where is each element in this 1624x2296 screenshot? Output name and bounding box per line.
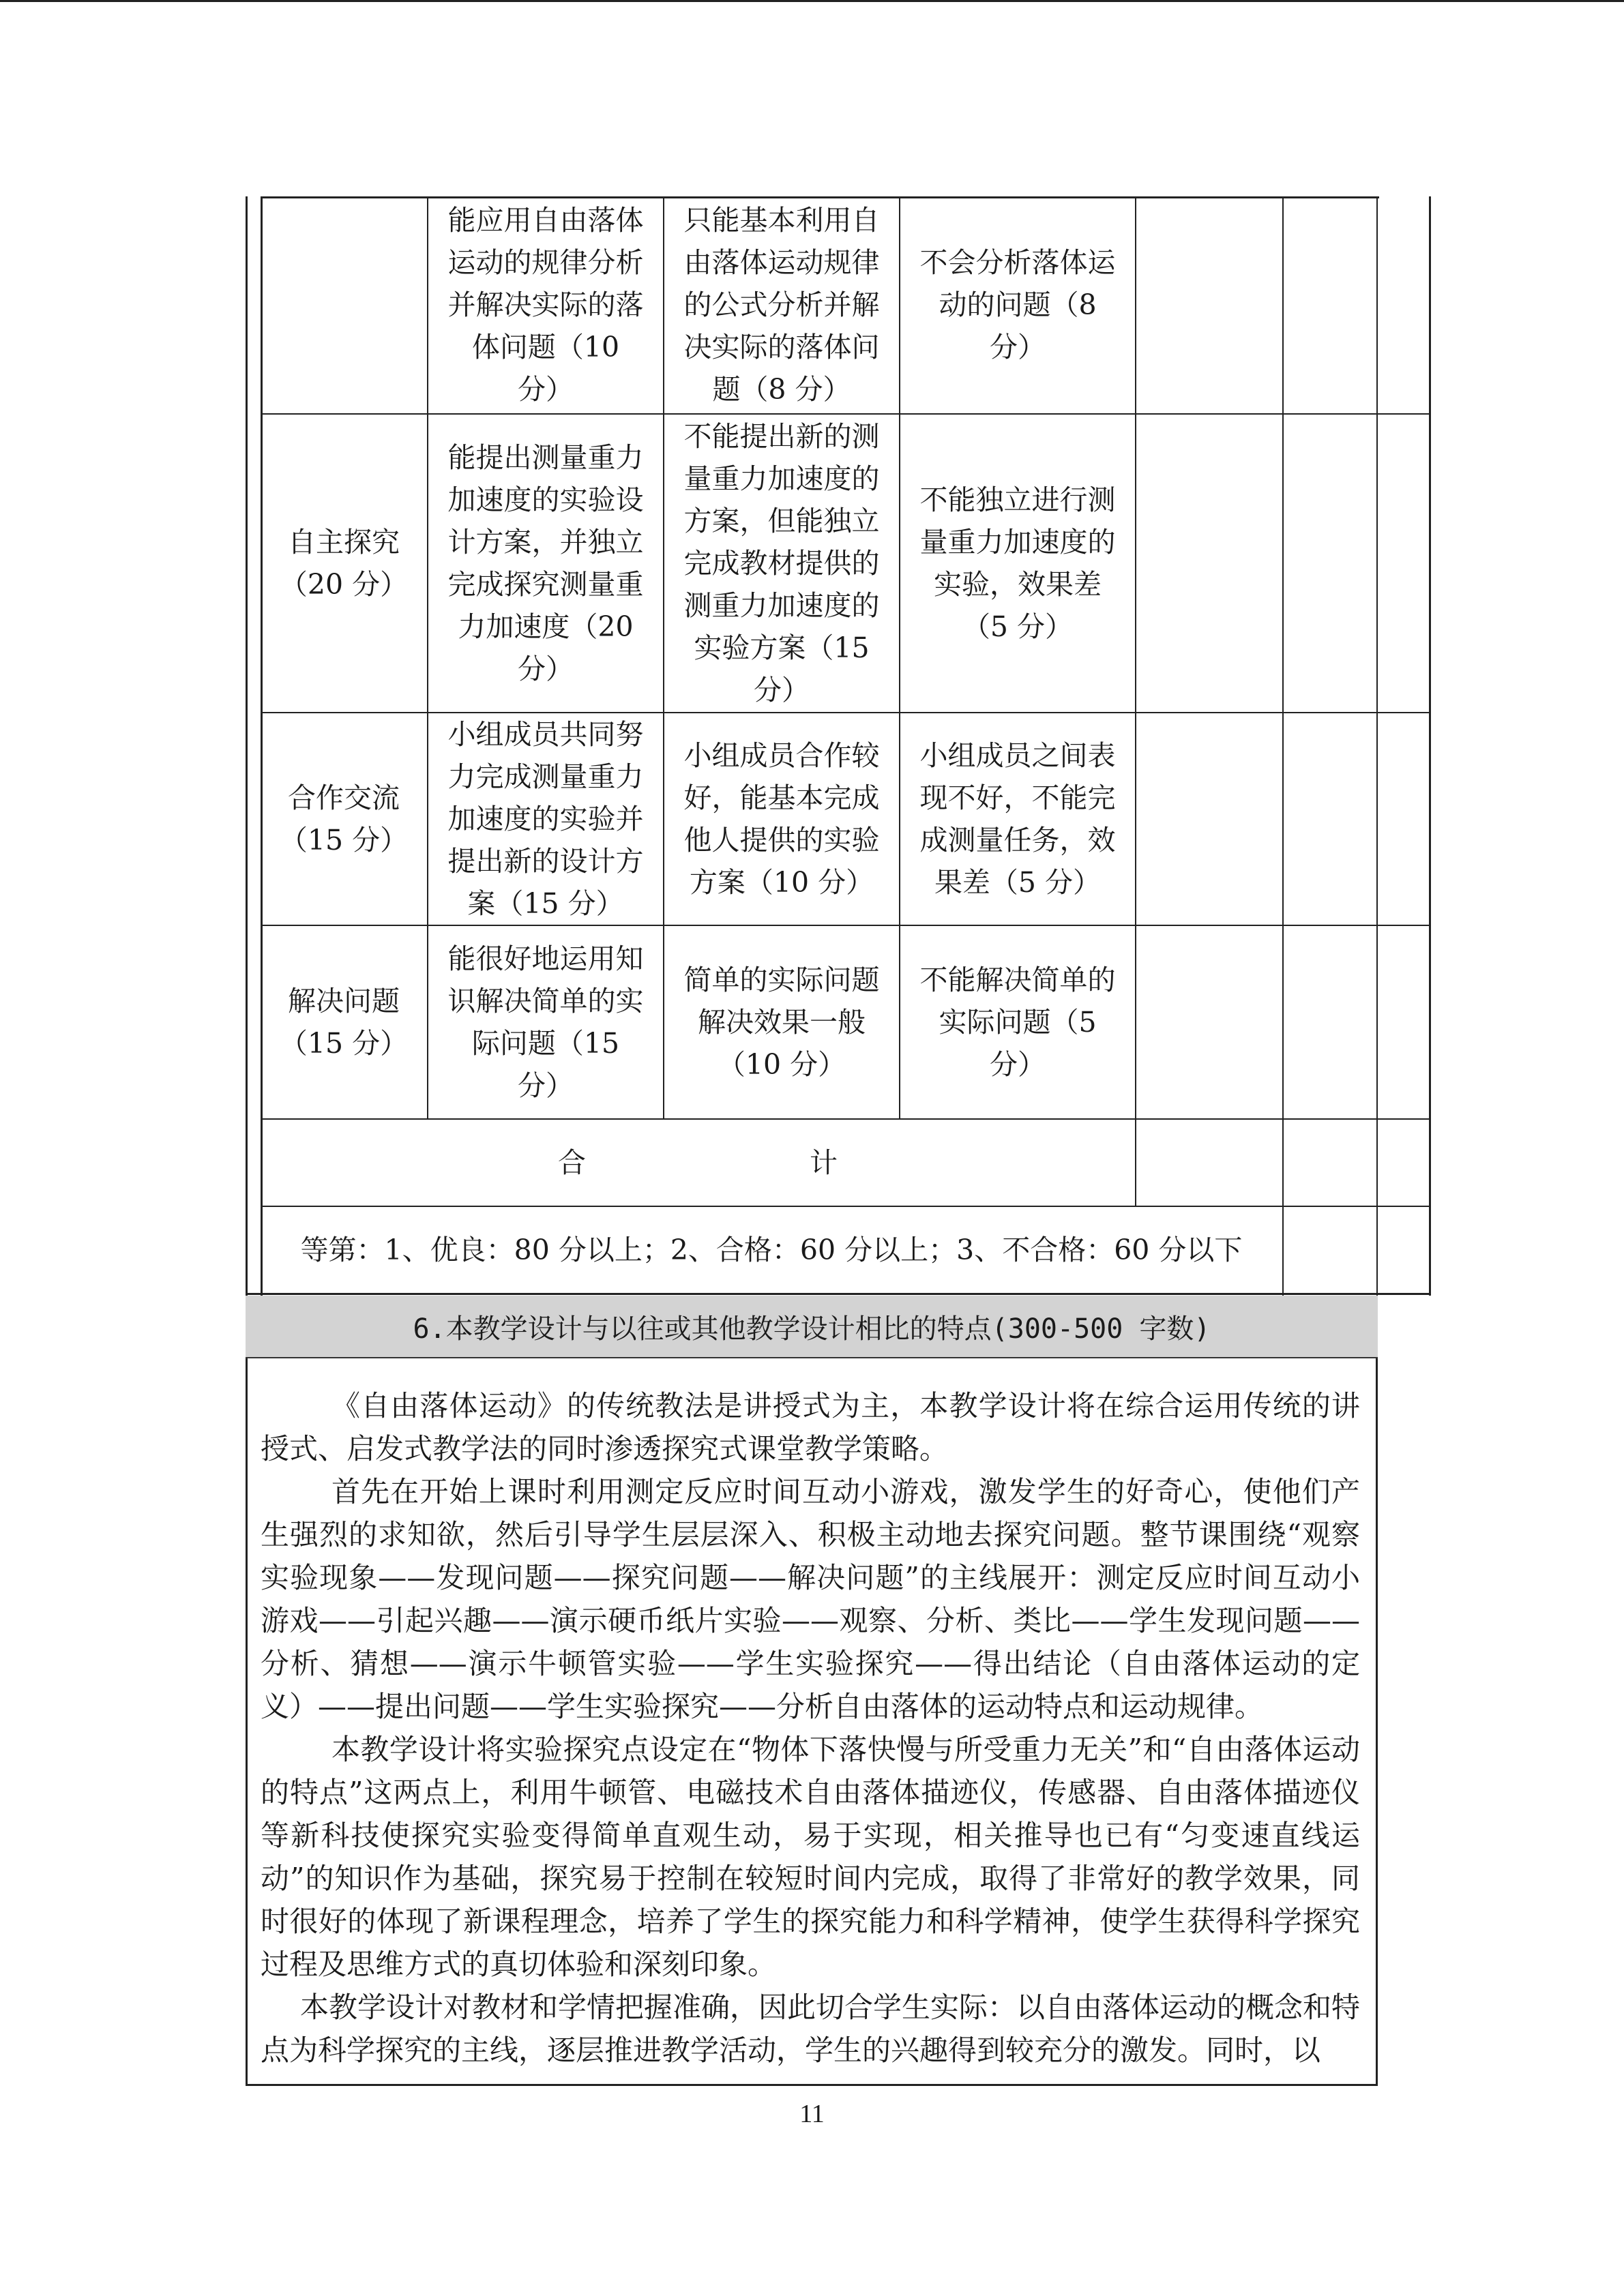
column-divider [1282,196,1284,1296]
excellent-criteria-cell: 小组成员共同努 力完成测量重力 加速度的实验并 提出新的设计方 案（15 分） [447,718,644,920]
category-cell [261,196,427,413]
section-body [261,1384,1360,2072]
paragraph: 本教学设计对教材和学情把握准确，因此切合学生实际：以自由落体运动的概念和特点为科学探究的主线，逐层推进教学活动，学生的兴趣得到较充分的激发。同时，以 [261,1991,1361,2067]
poor-criteria-cell: 小组成员之间表 现不好，不能完 成测量任务，效 果差（5 分） [919,739,1116,899]
excellent-criteria-cell: 能应用自由落体 运动的规律分析 并解决实际的落 体问题（10 分） [447,204,644,406]
section-border-bottom [246,2084,1378,2086]
poor-criteria-cell: 不能解决简单的 实际问题（5 分） [919,964,1116,1081]
evaluation-rubric-table [246,196,1431,1296]
excellent-criteria-cell: 能很好地运用知 识解决简单的实 际问题（15 分） [447,942,644,1102]
good-criteria-cell: 不能提出新的测 量重力加速度的 方案，但能独立 完成教材提供的 测重力加速度的 实验方案（15 分） [683,420,880,706]
table-border-right [1429,196,1431,1296]
column-divider [1376,196,1378,1296]
grade-note: 等第：1、优良：80 分以上；2、合格：60 分以上；3、不合格：60 分以下 [300,1234,1243,1266]
category-cell: 解决问题 （15 分） [279,985,409,1060]
excellent-criteria-cell: 能提出测量重力 加速度的实验设 计方案，并独立 完成探究测量重 力加速度（20 分） [447,441,644,685]
category-cell: 合作交流 （15 分） [279,781,409,856]
good-criteria-cell: 简单的实际问题 解决效果一般 （10 分） [683,964,880,1081]
poor-criteria-cell: 不会分析落体运 动的问题（8 分） [919,246,1116,363]
paragraph: 首先在开始上课时利用测定反应时间互动小游戏，激发学生的好奇心，使他们产生强烈的求知欲，然后引导学生层层深入、积极主动地去探究问题。整节课围绕“观察实验现象——发现问题——探究问题——解决问题”的主线展开：测定反应时间互动小游戏——引起兴趣——演示硬币纸片实验——观察、分析、类比——学生发现问题——分析、猜想——演示牛顿管实验——学生实验探究——得出结论（自由落体运动的定义）——提出问题——学生实验探究——分析自由落体的运动特点和运动规律。 [261,1475,1360,1723]
column-divider [1135,196,1136,1118]
category-cell: 自主探究 （20 分） [279,526,409,601]
section-border-left [246,1296,248,2086]
good-criteria-cell: 只能基本利用自 由落体运动规律 的公式分析并解 决实际的落体问 题（8 分） [683,204,880,406]
section-border-right [1376,1296,1378,2086]
table-border-bottom [246,1293,1431,1295]
page-top-border [0,0,1624,2]
section-6-features [246,1296,1378,2086]
paragraph: 《自由落体运动》的传统教法是讲授式为主，本教学设计将在综合运用传统的讲授式、启发式教学法的同时渗透探究式课堂教学策略。 [261,1389,1360,1465]
paragraph: 本教学设计将实验探究点设定在“物体下落快慢与所受重力无关”和“自由落体运动的特点”这两点上，利用牛顿管、电磁技术自由落体描迹仪，传感器、自由落体描迹仪等新科技使探究实验变得简单直观生动，易于实现，相关推导也已有“匀变速直线运动”的知识作为基础，探究易于控制在较短时间内完成，取得了非常好的教学效果，同时很好的体现了新课程理念，培养了学生的探究能力和科学精神，使学生获得科学探究过程及思维方式的真切体验和深刻印象。 [261,1733,1360,1981]
good-criteria-cell: 小组成员合作较 好，能基本完成 他人提供的实验 方案（10 分） [683,739,880,899]
section-header: 6.本教学设计与以往或其他教学设计相比的特点(300-500 字数) [246,1296,1378,1358]
total-label: 合 计 [558,1146,838,1179]
table-border-left [246,196,248,1296]
column-divider [1135,1118,1136,1206]
page-number: 11 [799,2100,825,2128]
poor-criteria-cell: 不能独立进行测 量重力加速度的 实验，效果差 （5 分） [919,483,1116,643]
